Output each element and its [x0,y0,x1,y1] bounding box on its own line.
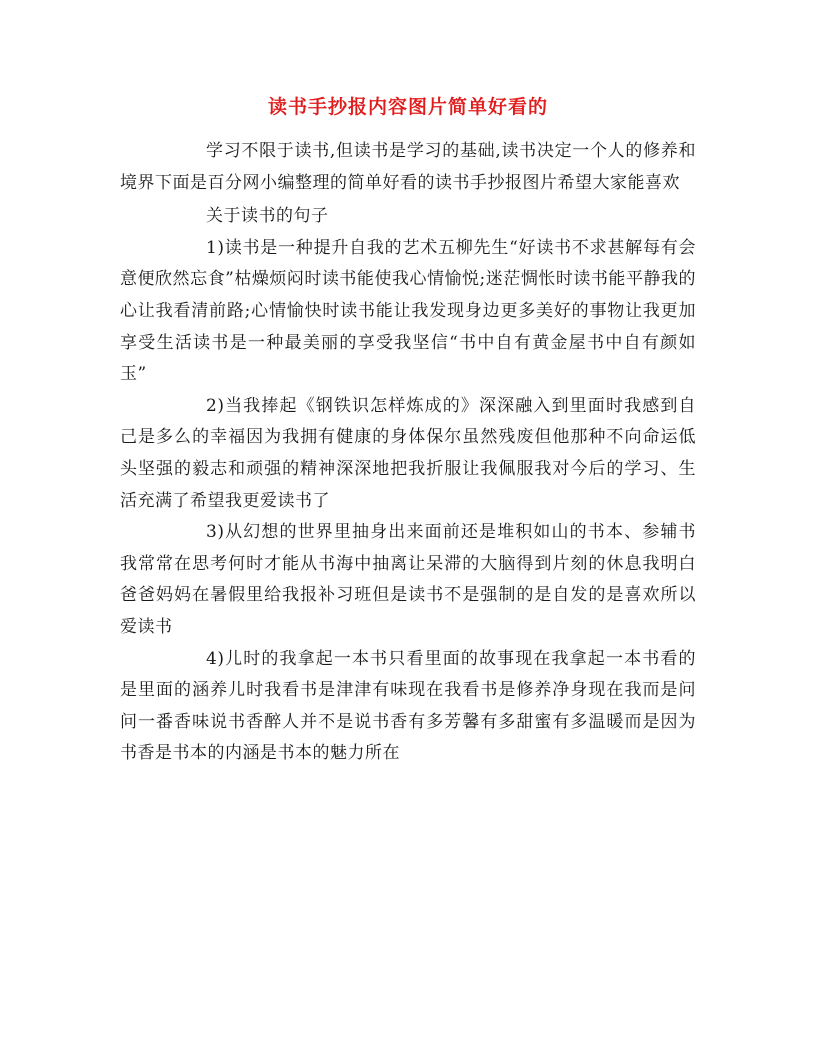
paragraph-1: 1)读书是一种提升自我的艺术五柳先生“好读书不求甚解每有会意便欣然忘食”枯燥烦闷时读书能使我心情愉悦;迷茫惆怅时读书能平静我的心让我看清前路;心情愉快时读书能让我发现身边更多美好的事物让我更加享受生活读书是一种最美丽的享受我坚信“书中自有黄金屋书中自有颜如玉” [120,237,696,385]
document-body [120,136,696,770]
intro-paragraph: 学习不限于读书,但读书是学习的基础,读书决定一个人的修养和境界下面是百分网小编整理的简单好看的读书手抄报图片希望大家能喜欢 [120,141,696,193]
paragraph-2: 2)当我捧起《钢铁识怎样炼成的》深深融入到里面时我感到自己是多么的幸福因为我拥有健康的身体保尔虽然残废但他那种不向命运低头坚强的毅志和顽强的精神深深地把我折服让我佩服我对今后的学习、生活充满了希望我更爱读书了 [120,395,696,511]
paragraph-3: 3)从幻想的世界里抽身出来面前还是堆积如山的书本、参辅书我常常在思考何时才能从书海中抽离让呆滞的大脑得到片刻的休息我明白爸爸妈妈在暑假里给我报补习班但是读书不是强制的是自发的是喜欢所以爱读书 [120,522,696,637]
paragraph-4: 4)儿时的我拿起一本书只看里面的故事现在我拿起一本书看的是里面的涵养儿时我看书是津津有味现在我看书是修养净身现在我而是问问一番香味说书香醉人并不是说书香有多芳馨有多甜蜜有多温暖而是因为书香是书本的内涵是书本的魅力所在 [120,648,696,764]
document-title: 读书手抄报内容图片简单好看的 [267,96,548,118]
section-heading: 关于读书的句子 [206,206,329,227]
